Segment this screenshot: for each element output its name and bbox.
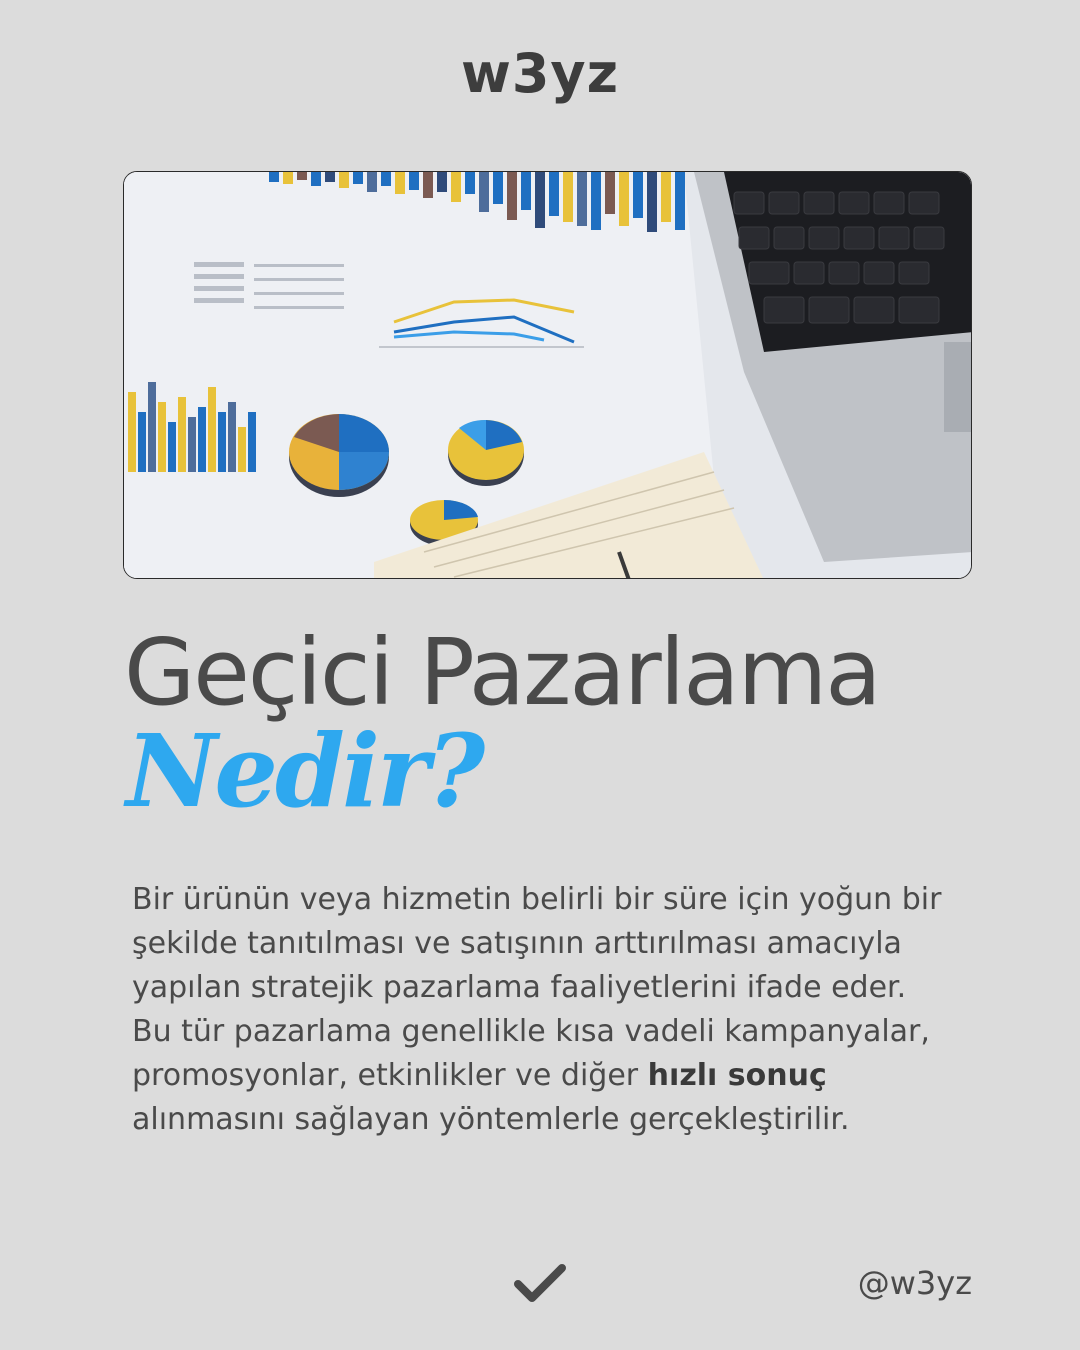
highlight-text: hızlı sonuç — [647, 1058, 827, 1093]
page-title: Geçici Pazarlama — [124, 619, 880, 726]
social-handle: @w3yz — [857, 1264, 972, 1302]
description-line: yapılan stratejik pazarlama faaliyetlerini ifade eder. — [132, 970, 907, 1005]
description-line: Bir ürünün veya hizmetin belirli bir süre için yoğun bir — [132, 882, 942, 917]
hero-image — [123, 171, 972, 579]
checkmark-icon — [512, 1260, 568, 1306]
brand-logo: w3yz — [460, 42, 620, 105]
page-title-accent: Nedir? — [126, 712, 483, 830]
description-text: promosyonlar, etkinlikler ve diğer — [132, 1058, 648, 1093]
description-paragraph — [132, 878, 992, 1142]
description-line: alınmasını sağlayan yöntemlerle gerçekleştirilir. — [132, 1102, 850, 1137]
description-line: şekilde tanıtılması ve satışının arttırılması amacıyla — [132, 926, 902, 961]
description-line — [132, 1054, 992, 1098]
description-line: Bu tür pazarlama genellikle kısa vadeli kampanyalar, — [132, 1014, 930, 1049]
